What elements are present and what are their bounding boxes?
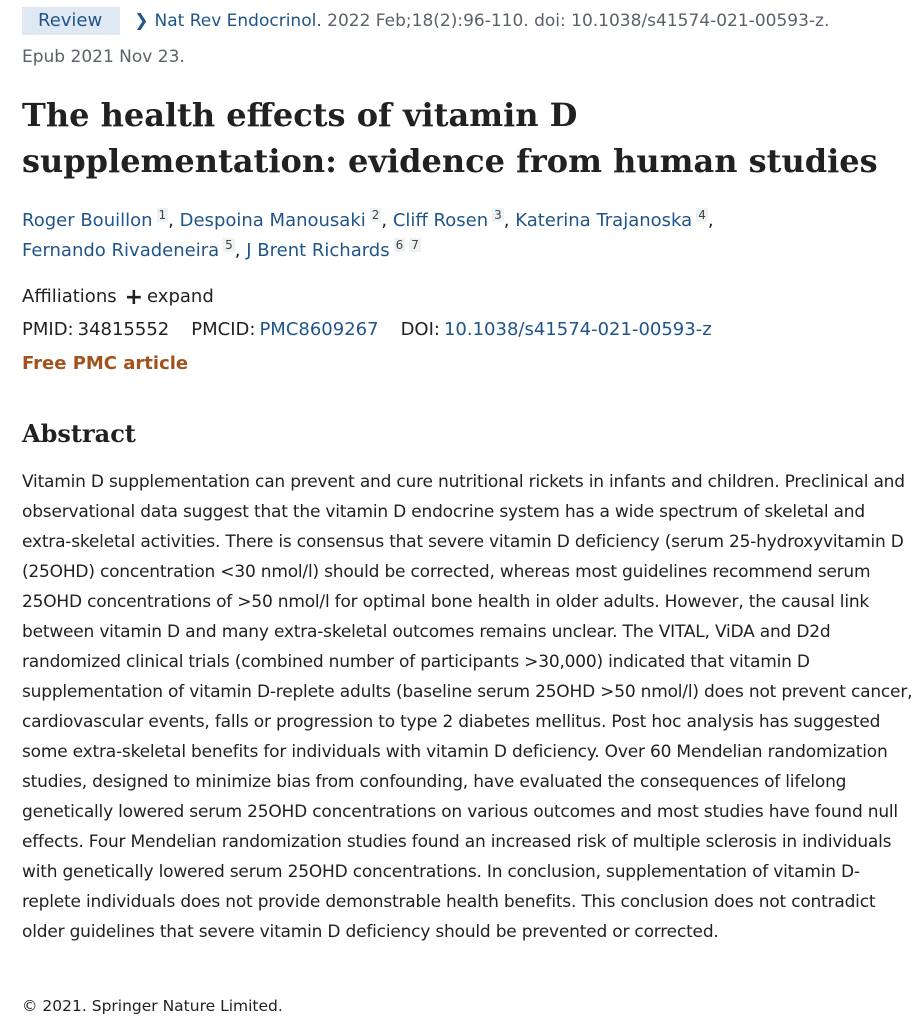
affiliation-number[interactable]: 7 xyxy=(411,238,419,252)
affiliation-number[interactable]: 6 xyxy=(395,238,404,252)
author-link[interactable]: Roger Bouillon xyxy=(22,210,153,231)
affiliations-expand-button[interactable] xyxy=(124,285,214,310)
affiliation-number[interactable]: 4 xyxy=(698,208,706,222)
affiliation-number[interactable]: 3 xyxy=(494,208,502,222)
author-link[interactable]: J Brent Richards xyxy=(246,240,390,261)
chevron-right-icon: ❯ xyxy=(134,11,149,31)
author-link[interactable]: Cliff Rosen xyxy=(392,210,489,231)
copyright-notice: © 2021. Springer Nature Limited. xyxy=(22,997,283,1015)
article-title: The health effects of vitamin D supplementation: evidence from human studies xyxy=(22,96,878,180)
author-entry xyxy=(22,210,168,231)
pmcid-link[interactable]: PMC8609267 xyxy=(259,319,379,340)
author-entry xyxy=(180,210,382,231)
journal-name: Nat Rev Endocrinol. xyxy=(154,11,322,31)
identifiers-row xyxy=(22,316,712,344)
journal-link[interactable] xyxy=(134,11,322,31)
abstract-text: Vitamin D supplementation can prevent and cure nutritional rickets in infants and children. Preclinical and observational data suggest that the vitamin D endocrine system has a wide spectrum of skeletal and extra-skeletal activities. There is consensus that severe vitamin D deficiency (serum 25-hydroxyvitamin D (25OHD) concentration <30 nmol/l) should be corrected, whereas most guidelines recommend serum 25OHD concentrations of >50 nmol/l for optimal bone health in older adults. However, the causal link between vitamin D and many extra-skeletal outcomes remains unclear. The VITAL, ViDA and D2d randomized clinical trials (combined number of participants >30,000) indicated that vitamin D supplementation of vitamin D-replete adults (baseline serum 25OHD >50 nmol/l) does not prevent cancer, cardiovascular events, falls or progression to type 2 diabetes mellitus. Post hoc analysis has suggested some extra-skeletal benefits for individuals with vitamin D deficiency. Over 60 Mendelian randomization studies, designed to minimize bias from confounding, have evaluated the consequences of lifelong genetically lowered serum 25OHD concentrations on various outcomes and most studies have found null effects. Four Mendelian randomization studies found an increased risk of multiple sclerosis in individuals with genetically lowered serum 25OHD concentrations. In conclusion, supplementation of vitamin D-replete individuals does not provide demonstrable health benefits. This conclusion does not contradict older guidelines that severe vitamin D deficiency should be prevented or corrected. xyxy=(22,472,913,942)
epub-date: Epub 2021 Nov 23. xyxy=(22,47,185,67)
author-link[interactable]: Katerina Trajanoska xyxy=(515,210,693,231)
affiliation-number[interactable]: 5 xyxy=(225,238,233,252)
author-entry xyxy=(393,210,504,231)
author-entry xyxy=(515,210,708,231)
author-entry xyxy=(22,240,235,261)
author-list: Roger Bouillon 1 , Despoina Manousaki 2 , Cliff Rosen 3 , Katerina Trajanoska 4 , Fernando Rivadeneira 5 , J Brent Richards 6 7 xyxy=(22,208,714,261)
affiliations-row xyxy=(22,283,214,312)
plus-icon: + xyxy=(124,285,144,310)
free-pmc-article-link[interactable]: Free PMC article xyxy=(22,353,189,374)
pmid-label: PMID: xyxy=(22,319,74,340)
citation-line xyxy=(22,6,912,72)
affiliation-number[interactable]: 2 xyxy=(371,208,380,222)
author-link[interactable]: Despoina Manousaki xyxy=(179,210,366,231)
pmid-value: 34815552 xyxy=(77,319,170,340)
pmcid-label: PMCID: xyxy=(191,319,256,340)
expand-label: expand xyxy=(147,286,214,307)
citation-details: 2022 Feb;18(2):96-110. doi: 10.1038/s41574-021-00593-z. xyxy=(321,11,830,31)
abstract-heading: Abstract xyxy=(22,419,136,448)
doi-label: DOI: xyxy=(400,319,440,340)
author-entry xyxy=(246,240,421,261)
affiliations-label: Affiliations xyxy=(22,286,117,307)
affiliation-number[interactable]: 1 xyxy=(158,208,167,222)
article-type-badge[interactable]: Review xyxy=(22,7,120,35)
doi-link[interactable]: 10.1038/s41574-021-00593-z xyxy=(443,319,712,340)
author-link[interactable]: Fernando Rivadeneira xyxy=(22,240,220,261)
